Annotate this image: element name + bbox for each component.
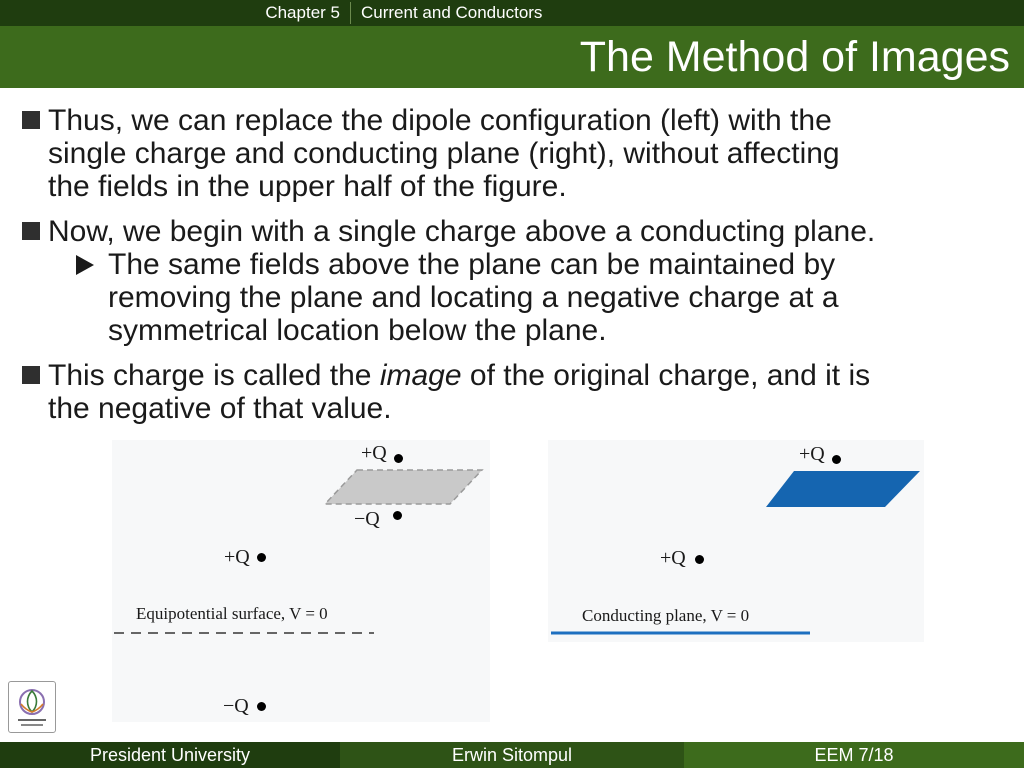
positive-charge-dot — [695, 555, 704, 564]
bullet-3-text-after: of the original charge, and it is — [461, 359, 871, 392]
conducting-plane-label: Conducting plane, V = 0 — [582, 606, 750, 625]
bullet-1-text — [48, 104, 840, 203]
charge-text: +Q — [799, 443, 825, 465]
header-divider — [350, 2, 351, 24]
footer-university: President University — [0, 742, 340, 768]
sub-bullet-arrow-icon — [76, 255, 94, 275]
top-positive-charge-dot — [394, 454, 403, 463]
sub-bullet-line-2: removing the plane and locating a negative charge at a — [108, 281, 839, 314]
sub-bullet-line-1: The same fields above the plane can be maintained by — [108, 248, 836, 281]
equipotential-surface-label: Equipotential surface, V = 0 — [136, 604, 328, 623]
charge-text: +Q — [660, 547, 686, 569]
bullet-2-line-1: Now, we begin with a single charge above a conducting plane. — [48, 215, 876, 248]
footer-author: Erwin Sitompul — [340, 742, 684, 768]
bullet-2-text — [48, 215, 875, 248]
charge-text: −Q — [354, 508, 380, 530]
positive-charge-dot — [257, 553, 266, 562]
title-bar — [0, 26, 1024, 88]
negative-charge-dot — [257, 702, 266, 711]
positive-charge-label — [660, 547, 686, 570]
sub-bullet-line-3: symmetrical location below the plane. — [108, 314, 607, 347]
footer-bar — [0, 742, 1024, 768]
bullet-1-line-3: the fields in the upper half of the figure. — [48, 170, 567, 203]
negative-charge-label — [223, 695, 249, 718]
sub-bullet-text — [108, 248, 839, 347]
top-negative-charge-label — [354, 508, 380, 531]
charge-text: +Q — [224, 546, 250, 568]
bullet-square-icon — [22, 111, 40, 129]
dipole-figure-graphics — [112, 440, 490, 722]
top-positive-charge-dot — [832, 455, 841, 464]
footer-page-number: EEM 7/18 — [684, 742, 1024, 768]
charge-text: +Q — [361, 442, 387, 464]
bullet-3-line-2: the negative of that value. — [48, 392, 392, 425]
logo-icon — [9, 682, 55, 732]
conducting-plane-shape — [766, 471, 920, 507]
bullet-3-text — [48, 359, 870, 425]
positive-charge-label — [224, 546, 250, 569]
bullet-1-line-1: Thus, we can replace the dipole configuration (left) with the — [48, 104, 832, 137]
chapter-label[interactable]: Chapter 5 — [265, 3, 340, 22]
bullet-square-icon — [22, 366, 40, 384]
bullet-3-line-1 — [48, 359, 870, 392]
section-label[interactable]: Current and Conductors — [361, 3, 543, 22]
top-positive-charge-label — [799, 443, 825, 466]
top-positive-charge-label — [361, 442, 387, 465]
charge-text: −Q — [223, 695, 249, 717]
bullet-3-text-before: This charge is called the — [48, 359, 380, 392]
conducting-plane-figure — [548, 440, 924, 642]
bullet-square-icon — [22, 222, 40, 240]
bullet-1-line-2: single charge and conducting plane (right), without affecting — [48, 137, 840, 170]
dipole-figure — [112, 440, 490, 722]
top-navigation-bar — [0, 0, 1024, 26]
equipotential-plane-shape — [325, 470, 482, 504]
university-logo — [8, 681, 56, 733]
top-negative-charge-dot — [393, 511, 402, 520]
slide-title: The Method of Images — [579, 33, 1010, 81]
bullet-3-emphasis: image — [379, 359, 462, 392]
